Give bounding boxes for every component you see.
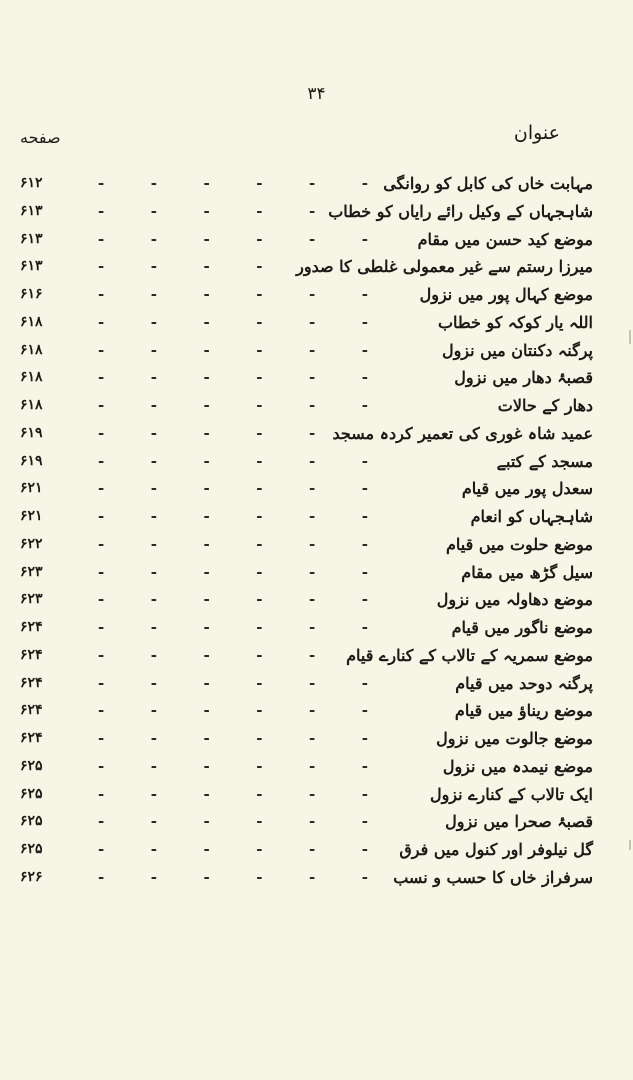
dash-leaders: - - - - - - bbox=[98, 812, 368, 831]
dash-leaders: - - - - - bbox=[98, 201, 316, 220]
toc-entry bbox=[0, 253, 633, 281]
toc-entry bbox=[0, 808, 633, 836]
dash-leaders: - - - - - - bbox=[98, 756, 368, 775]
toc-entry-page: ۶۲۳ bbox=[20, 591, 43, 608]
toc-entry-page: ۶۱۸ bbox=[20, 313, 43, 330]
toc-entry-title: موضع ناگور میں قیام bbox=[451, 618, 593, 637]
toc-entry bbox=[0, 170, 633, 198]
dash-leaders: - - - - - - bbox=[98, 534, 368, 553]
toc-entry-page: ۶۱۲ bbox=[20, 175, 43, 191]
toc-entry-page: ۶۲۴ bbox=[20, 646, 43, 663]
dash-leaders: - - - - bbox=[98, 257, 263, 276]
dash-leaders: - - - - - - bbox=[98, 562, 368, 581]
table-of-contents bbox=[0, 170, 633, 892]
toc-entry-title: موضع حلوت میں قیام bbox=[446, 534, 593, 554]
dash-leaders: - - - - - - bbox=[98, 673, 368, 692]
toc-entry-page: ۶۱۶ bbox=[20, 286, 43, 302]
toc-entry bbox=[0, 475, 633, 503]
toc-entry-page: ۶۱۳ bbox=[20, 202, 43, 219]
toc-entry-page: ۶۱۸ bbox=[20, 341, 43, 358]
toc-entry bbox=[0, 614, 633, 642]
toc-entry-page: ۶۲۴ bbox=[20, 702, 43, 719]
dash-leaders: - - - - - - bbox=[98, 618, 368, 636]
dash-leaders: - - - - - - bbox=[98, 229, 368, 248]
toc-entry-page: ۶۲۴ bbox=[20, 619, 43, 635]
toc-entry bbox=[0, 697, 633, 725]
toc-entry bbox=[0, 198, 633, 226]
toc-entry-page: ۶۱۳ bbox=[20, 258, 43, 275]
toc-entry bbox=[0, 420, 633, 448]
toc-entry-title: پرگنہ دوحد میں قیام bbox=[455, 673, 593, 693]
toc-entry bbox=[0, 864, 633, 892]
dash-leaders: - - - - - - bbox=[98, 840, 368, 858]
toc-entry-page: ۶۲۲ bbox=[20, 535, 43, 552]
toc-entry-page: ۶۲۴ bbox=[20, 730, 43, 746]
dash-leaders: - - - - - - bbox=[98, 451, 368, 470]
toc-entry-page: ۶۲۳ bbox=[20, 563, 43, 580]
toc-entry-title: سرفراز خاں کا حسب و نسب bbox=[393, 867, 593, 887]
toc-entry-title: شاہجہاں کے وکیل رائے رایاں کو خطاب bbox=[328, 201, 593, 221]
dash-leaders: - - - - - bbox=[98, 645, 316, 664]
toc-entry-title: موضع کید حسن میں مقام bbox=[417, 229, 593, 249]
toc-entry-page: ۶۲۶ bbox=[20, 868, 43, 885]
dash-leaders: - - - - - - bbox=[98, 174, 368, 192]
toc-entry bbox=[0, 670, 633, 698]
toc-entry bbox=[0, 753, 633, 781]
toc-entry-title: ایک تالاب کے کنارے نزول bbox=[429, 784, 593, 804]
toc-entry-title: قصبۂ صحرا میں نزول bbox=[445, 812, 593, 832]
toc-entry-title: موضع کہال پور میں نزول bbox=[419, 285, 593, 304]
toc-entry bbox=[0, 586, 633, 614]
toc-entry-title: موضع جالوت میں نزول bbox=[436, 729, 593, 748]
toc-entry bbox=[0, 309, 633, 337]
toc-entry-page: ۶۱۸ bbox=[20, 369, 43, 386]
toc-entry bbox=[0, 725, 633, 753]
toc-entry-page: ۶۱۹ bbox=[20, 452, 43, 469]
toc-entry-page: ۶۲۵ bbox=[20, 757, 43, 774]
dash-leaders: - - - - - bbox=[98, 423, 316, 442]
page-edge-mark bbox=[629, 840, 631, 850]
toc-entry bbox=[0, 226, 633, 254]
toc-entry-page: ۶۱۳ bbox=[20, 230, 43, 247]
page-number: ۳۴ bbox=[307, 84, 326, 104]
toc-entry bbox=[0, 448, 633, 476]
toc-entry-title: شاہجہاں کو انعام bbox=[470, 507, 593, 526]
dash-leaders: - - - - - - bbox=[98, 340, 368, 359]
toc-entry bbox=[0, 836, 633, 864]
dash-leaders: - - - - - - bbox=[98, 590, 368, 609]
toc-entry-page: ۶۱۸ bbox=[20, 397, 43, 413]
toc-entry-page: ۶۲۴ bbox=[20, 674, 43, 691]
toc-entry-title: دھار کے حالات bbox=[497, 396, 593, 415]
toc-entry-title: اللہ یار کوکہ کو خطاب bbox=[437, 312, 593, 332]
toc-entry-page: ۶۲۱ bbox=[20, 508, 43, 524]
dash-leaders: - - - - - - bbox=[98, 312, 368, 331]
toc-entry bbox=[0, 392, 633, 420]
toc-entry-page: ۶۲۵ bbox=[20, 785, 43, 802]
toc-entry-page: ۶۲۱ bbox=[20, 480, 43, 497]
dash-leaders: - - - - - - bbox=[98, 396, 368, 414]
page-edge-mark bbox=[629, 330, 631, 344]
dash-leaders: - - - - - - bbox=[98, 729, 368, 747]
toc-entry bbox=[0, 781, 633, 809]
dash-leaders: - - - - - - bbox=[98, 479, 368, 498]
toc-entry-title: گل نیلوفر اور کنول میں فرق bbox=[399, 840, 593, 859]
dash-leaders: - - - - - - bbox=[98, 368, 368, 387]
dash-leaders: - - - - - - bbox=[98, 867, 368, 886]
toc-entry bbox=[0, 337, 633, 365]
column-header-title: عنوان bbox=[513, 122, 560, 144]
toc-entry-title: قصبۂ دھار میں نزول bbox=[454, 368, 593, 388]
toc-entry-title: موضع سمریہ کے تالاب کے کنارے قیام bbox=[346, 645, 593, 665]
toc-entry-title: موضع دھاولہ میں نزول bbox=[436, 590, 593, 610]
toc-entry-title: سیل گڑھ میں مقام bbox=[461, 562, 593, 582]
toc-entry bbox=[0, 642, 633, 670]
dash-leaders: - - - - - - bbox=[98, 784, 368, 803]
toc-entry bbox=[0, 281, 633, 309]
toc-entry-title: مسجد کے کتبے bbox=[496, 451, 593, 471]
toc-entry-title: پرگنہ دکنتان میں نزول bbox=[441, 340, 593, 360]
toc-entry-title: مہابت خاں کی کابل کو روانگی bbox=[383, 174, 593, 193]
toc-entry bbox=[0, 364, 633, 392]
toc-entry bbox=[0, 531, 633, 559]
toc-entry bbox=[0, 503, 633, 531]
toc-entry-page: ۶۱۹ bbox=[20, 424, 43, 441]
toc-entry-title: سعدل پور میں قیام bbox=[461, 479, 593, 499]
toc-entry-title: میرزا رستم سے غیر معمولی غلطی کا صدور bbox=[296, 257, 593, 277]
toc-entry-page: ۶۲۵ bbox=[20, 813, 43, 830]
toc-entry-title: موضع ریناؤ میں قیام bbox=[454, 701, 593, 721]
toc-entry-title: عمید شاہ غوری کی تعمیر کردہ مسجد bbox=[332, 423, 593, 443]
toc-entry-title: موضع نیمدہ میں نزول bbox=[442, 756, 593, 776]
column-header-page: صفحه bbox=[20, 128, 61, 147]
dash-leaders: - - - - - - bbox=[98, 701, 368, 720]
dash-leaders: - - - - - - bbox=[98, 285, 368, 303]
toc-entry-page: ۶۲۵ bbox=[20, 841, 43, 857]
toc-entry bbox=[0, 559, 633, 587]
dash-leaders: - - - - - - bbox=[98, 507, 368, 525]
